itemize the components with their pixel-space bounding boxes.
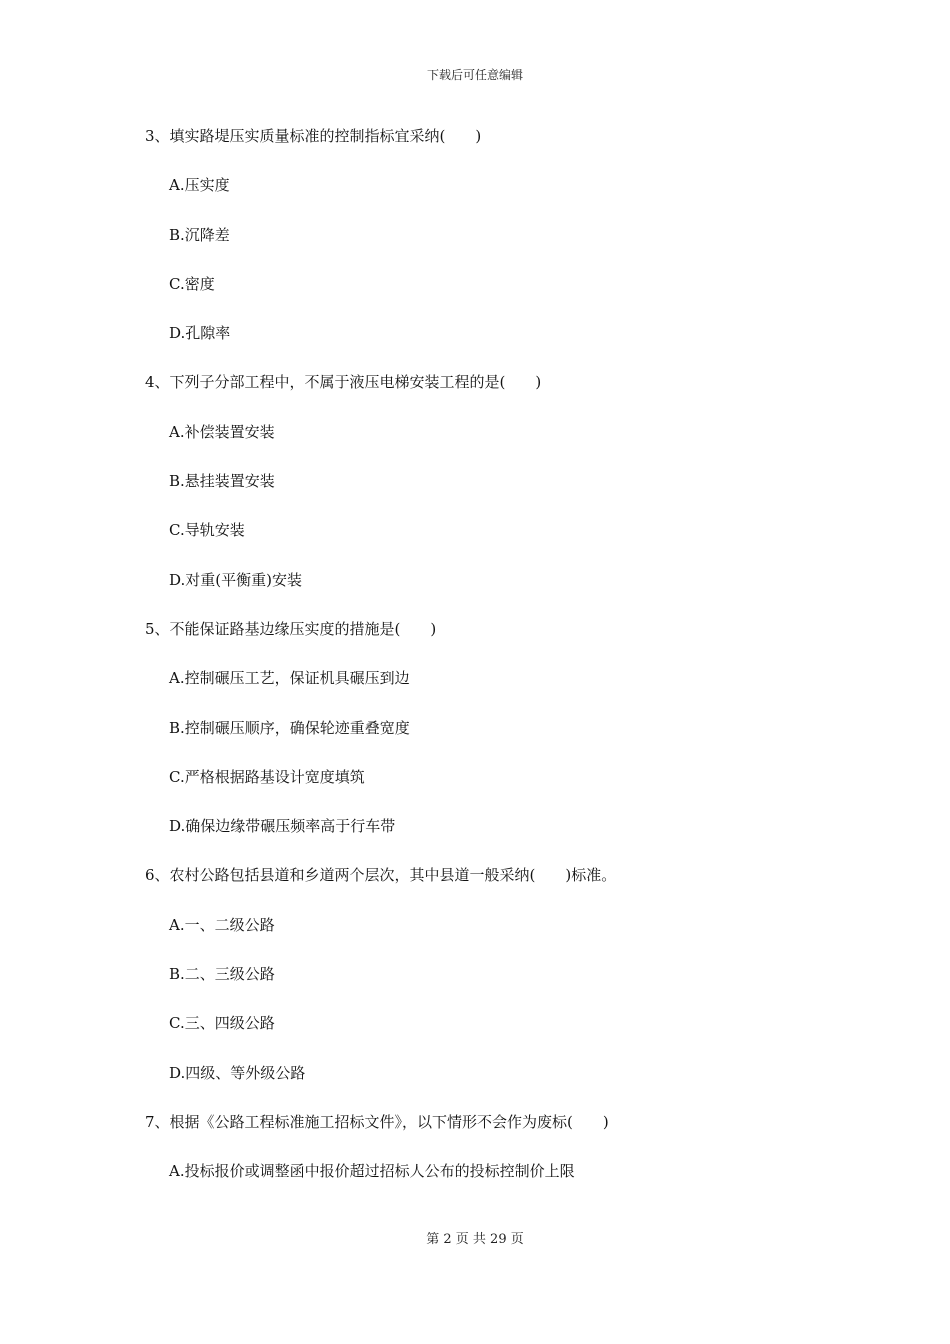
option-d: D.确保边缘带碾压频率高于行车带 xyxy=(169,817,396,836)
question-4 xyxy=(145,367,845,613)
option-a: A.补偿装置安装 xyxy=(169,422,275,441)
option-d: D.四级、等外级公路 xyxy=(169,1063,306,1082)
question-5 xyxy=(145,614,845,860)
option-b: B.控制碾压顺序，确保轮迹重叠宽度 xyxy=(169,718,410,737)
question-list xyxy=(145,121,845,1206)
option-b: B.沉降差 xyxy=(169,225,230,244)
option-a: A.投标报价或调整函中报价超过招标人公布的投标控制价上限 xyxy=(169,1162,575,1181)
question-stem: 3、填实路堤压实质量标准的控制指标宜采纳( ) xyxy=(145,127,482,145)
option-c: C.导轨安装 xyxy=(169,521,245,540)
option-c: C.三、四级公路 xyxy=(169,1014,275,1033)
question-stem: 5、不能保证路基边缘压实度的措施是( ) xyxy=(145,619,437,638)
option-c: C.密度 xyxy=(169,274,215,293)
page-footer: 第 2 页 共 29 页 xyxy=(426,1232,524,1247)
option-d: D.孔隙率 xyxy=(169,324,231,343)
question-3 xyxy=(145,121,845,367)
option-a: A.压实度 xyxy=(169,176,230,195)
question-stem: 6、农村公路包括县道和乡道两个层次，其中县道一般采纳( )标准。 xyxy=(145,866,617,885)
question-stem: 7、根据《公路工程标准施工招标文件》，以下情形不会作为废标( ) xyxy=(145,1112,609,1131)
question-6 xyxy=(145,860,845,1106)
option-a: A.一、二级公路 xyxy=(169,915,275,934)
question-7 xyxy=(145,1107,845,1206)
option-d: D.对重(平衡重)安装 xyxy=(169,570,302,589)
option-a: A.控制碾压工艺，保证机具碾压到边 xyxy=(169,669,410,688)
option-b: B.二、三级公路 xyxy=(169,965,275,984)
page-header: 下载后可任意编辑 xyxy=(426,68,523,82)
option-c: C.严格根据路基设计宽度填筑 xyxy=(169,767,365,786)
question-stem: 4、下列子分部工程中，不属于液压电梯安装工程的是( ) xyxy=(145,373,542,392)
option-b: B.悬挂装置安装 xyxy=(169,472,275,491)
